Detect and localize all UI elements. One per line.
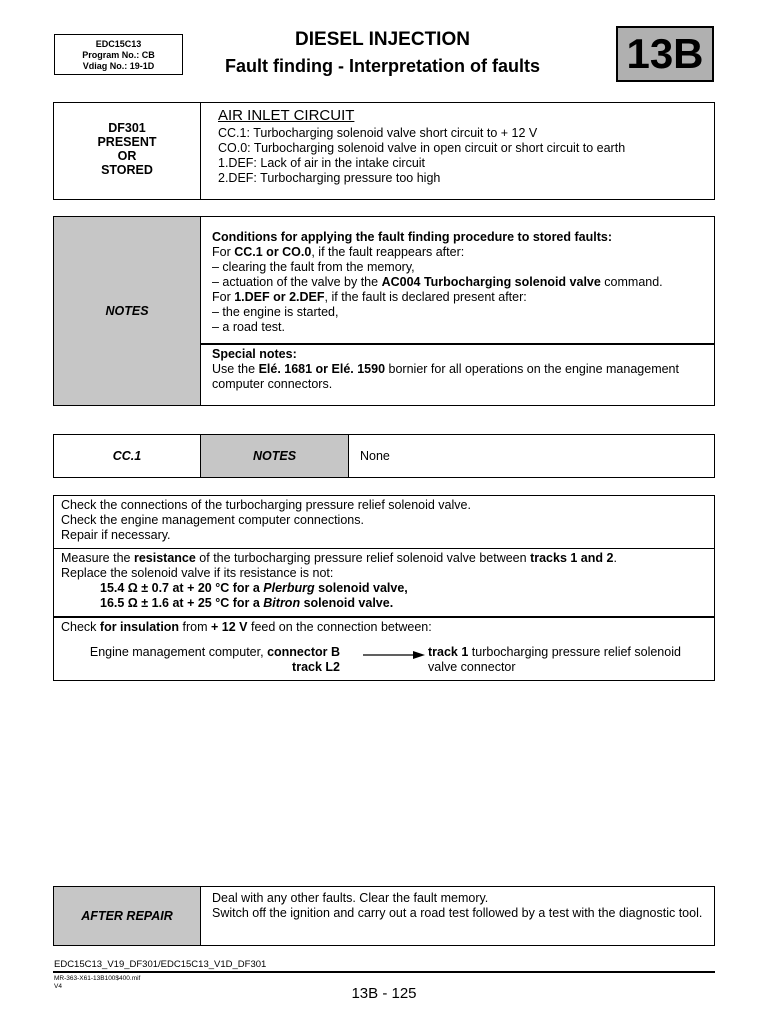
conditions-heading: Conditions for applying the fault finding procedure to stored faults:: [212, 230, 612, 244]
page-title: DIESEL INJECTION: [295, 29, 470, 50]
notes-special: [212, 347, 707, 392]
conditions-cc-item-actuation: – actuation of the valve by the AC004 Turbocharging solenoid valve command.: [212, 275, 663, 289]
fault-line-1def: 1.DEF: Lack of air in the intake circuit: [218, 156, 426, 170]
connection-from: Engine management computer, connector B track L2: [89, 645, 340, 674]
fault-status-or: OR: [117, 149, 137, 163]
connection-arrow-icon: [363, 650, 425, 660]
fault-status-present: PRESENT: [97, 135, 157, 149]
special-text: Use the Elé. 1681 or Elé. 1590 bornier for all operations on the engine management computer connectors.: [212, 362, 679, 391]
resistance-bitron: 16.5 Ω ± 1.6 at + 25 °C for a Bitron solenoid valve.: [100, 596, 394, 610]
after-repair-label: AFTER REPAIR: [54, 887, 201, 945]
conditions-def-item-road: – a road test.: [212, 320, 285, 334]
notes-conditions: [212, 230, 707, 335]
cc1-notes-value: None: [360, 449, 390, 463]
step1-line: Check the engine management computer connections.: [61, 513, 364, 527]
conditions-def-item-start: – the engine is started,: [212, 305, 339, 319]
fault-line-2def: 2.DEF: Turbocharging pressure too high: [218, 171, 441, 185]
cc1-label: CC.1: [54, 435, 201, 477]
footer-file-ref: [54, 975, 140, 991]
insulation-line: Check for insulation from + 12 V feed on the connection between:: [61, 620, 432, 634]
step1-line: Repair if necessary.: [61, 528, 171, 542]
measure-line: Measure the resistance of the turbocharging pressure relief solenoid valve between tracks 1 and 2.: [61, 551, 617, 565]
footer-rule: [53, 971, 715, 973]
fault-line-cc1: CC.1: Turbocharging solenoid valve short circuit to + 12 V: [218, 126, 538, 140]
step-check-connections: [61, 498, 701, 543]
step1-line: Check the connections of the turbocharging pressure relief solenoid valve.: [61, 498, 471, 512]
header-ident-ecu: EDC15C13: [95, 39, 142, 49]
fault-id-cell: [54, 103, 201, 199]
step-check-insulation: [61, 620, 701, 635]
page-subtitle: Fault finding - Interpretation of faults: [225, 56, 540, 76]
replace-line: Replace the solenoid valve if its resistance is not:: [61, 566, 334, 580]
header-ident-vdiag: Vdiag No.: 19-1D: [82, 61, 155, 71]
cc1-notes-label: NOTES: [201, 435, 349, 477]
after-repair-text: [212, 891, 707, 921]
fault-line-co0: CO.0: Turbocharging solenoid valve in open circuit or short circuit to earth: [218, 141, 626, 155]
notes-box: [53, 216, 715, 406]
fault-title: AIR INLET CIRCUIT: [218, 107, 355, 124]
section-code-badge: 13B: [616, 26, 714, 82]
header-ident-box: [54, 34, 183, 75]
fault-description: [218, 107, 708, 186]
footer-doc-ref: EDC15C13_V19_DF301/EDC15C13_V1D_DF301: [54, 959, 267, 970]
cc1-row: [53, 434, 715, 478]
resistance-plerburg: 15.4 Ω ± 0.7 at + 20 °C for a Plerburg solenoid valve,: [100, 581, 408, 595]
notes-label: NOTES: [54, 217, 201, 405]
page-number: 13B - 125: [351, 985, 417, 1002]
after-repair-box: [53, 886, 715, 946]
fault-code: DF301: [108, 121, 146, 135]
after-repair-line: Switch off the ignition and carry out a road test followed by a test with the diagnostic tool.: [212, 906, 703, 920]
header-ident-program: Program No.: CB: [82, 50, 155, 60]
special-heading: Special notes:: [212, 347, 297, 361]
procedure-steps: [53, 495, 715, 681]
fault-status-stored: STORED: [101, 163, 153, 177]
conditions-cc-item-clear: – clearing the fault from the memory,: [212, 260, 415, 274]
footer-file-name: MR-363-X61-13B100$400.mif: [54, 975, 141, 982]
step-divider: [54, 616, 714, 618]
step-divider: [54, 548, 714, 549]
footer-version: V4: [54, 983, 62, 990]
conditions-def-line: For 1.DEF or 2.DEF, if the fault is declared present after:: [212, 290, 527, 304]
step-measure-resistance: [61, 551, 701, 611]
after-repair-line: Deal with any other faults. Clear the fault memory.: [212, 891, 489, 905]
header-title-block: [195, 27, 570, 79]
conditions-cc-line: For CC.1 or CO.0, if the fault reappears after:: [212, 245, 465, 259]
fault-box: [53, 102, 715, 200]
connection-to: track 1 turbocharging pressure relief solenoid valve connector: [428, 645, 681, 674]
notes-divider: [201, 343, 714, 345]
